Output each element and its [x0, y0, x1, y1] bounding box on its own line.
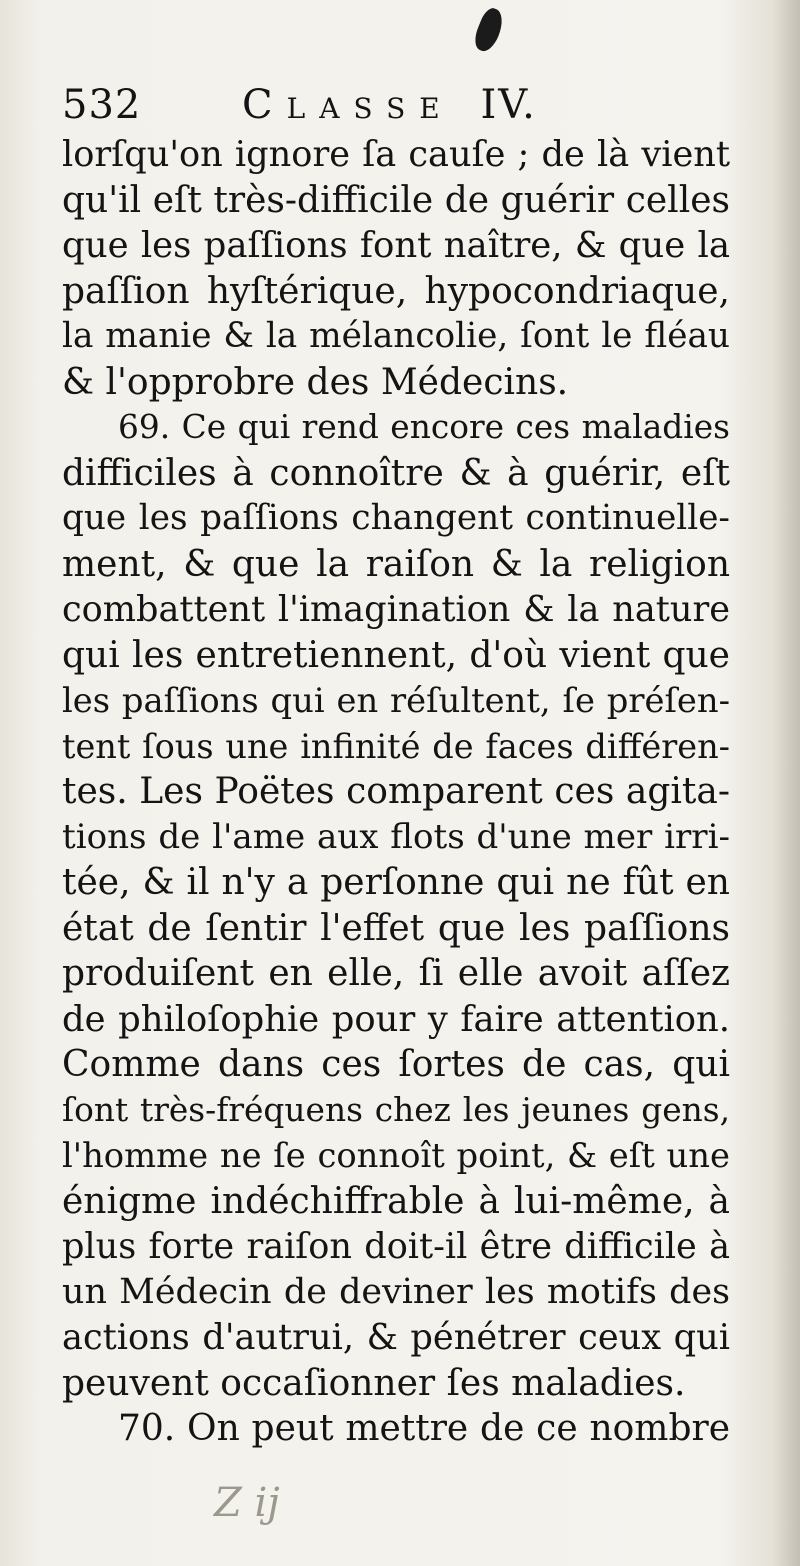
text-line: tée, & il n'y a perſonne qui ne fût en [62, 862, 730, 903]
text-line: tions de l'ame aux flots d'une mer irri- [62, 816, 730, 857]
text-line: Comme dans ces ſortes de cas, qui [62, 1044, 730, 1085]
paragraph-69-start: 69. Ce qui rend encore ces maladies [118, 408, 730, 446]
page-header [62, 82, 682, 138]
page-number: 532 [62, 82, 142, 128]
text-line: difficiles à connoître & à guérir, eſt [62, 452, 730, 494]
text-line: que les paſſions font naître, & que la [62, 225, 730, 266]
text-line: ſont très-fréquens chez les jeunes gens, [62, 1090, 730, 1129]
text-line: état de ſentir l'effet que les paſſions [62, 907, 730, 949]
text-line: lorſqu'on ignore ſa cauſe ; de là vient [62, 134, 730, 175]
text-line: & l'opprobre des Médecins. [62, 361, 569, 403]
text-line: la manie & la mélancolie, ſont le fléau [62, 316, 730, 356]
text-line: les paſſions qui en réſultent, ſe préſen- [62, 681, 730, 720]
ink-blot [471, 5, 508, 54]
text-line: combattent l'imagination & la nature [62, 589, 730, 630]
signature-mark: Z ij [214, 1480, 280, 1526]
text-line: énigme indéchiffrable à lui-même, à [62, 1180, 730, 1222]
text-line: de philoſophie pour y faire attention. [62, 998, 730, 1040]
paragraph-70-start: 70. On peut mettre de ce nombre [118, 1408, 730, 1449]
text-line: tent ſous une infinité de faces différen- [62, 726, 730, 766]
page-edge-shadow [772, 0, 800, 1566]
text-line: tes. Les Poëtes comparent ces agita- [62, 771, 730, 812]
text-line: peuvent occaſionner ſes maladies. [62, 1362, 686, 1404]
text-line: l'homme ne ſe connoît point, & eſt une [62, 1136, 730, 1175]
running-head-roman: IV. [480, 82, 537, 128]
text-line: ment, & que la raiſon & la religion [62, 543, 730, 585]
text-line: que les paſſions changent continuelle- [62, 498, 730, 538]
text-line: produiſent en elle, ſi elle avoit aſſez [62, 953, 730, 994]
running-head-title: Classe [242, 82, 454, 128]
text-line: paſſion hyſtérique, hypocondriaque, [62, 270, 730, 312]
running-head [242, 82, 537, 128]
text-line: qu'il eſt très-difficile de guérir celles [62, 179, 730, 221]
body-text [62, 132, 730, 1452]
text-line: actions d'autrui, & pénétrer ceux qui [62, 1317, 730, 1358]
text-line: plus forte raiſon doit-il être difficile à [62, 1226, 730, 1267]
text-line: qui les entretiennent, d'où vient que [62, 634, 730, 676]
text-line: un Médecin de deviner les motifs des [62, 1271, 730, 1312]
